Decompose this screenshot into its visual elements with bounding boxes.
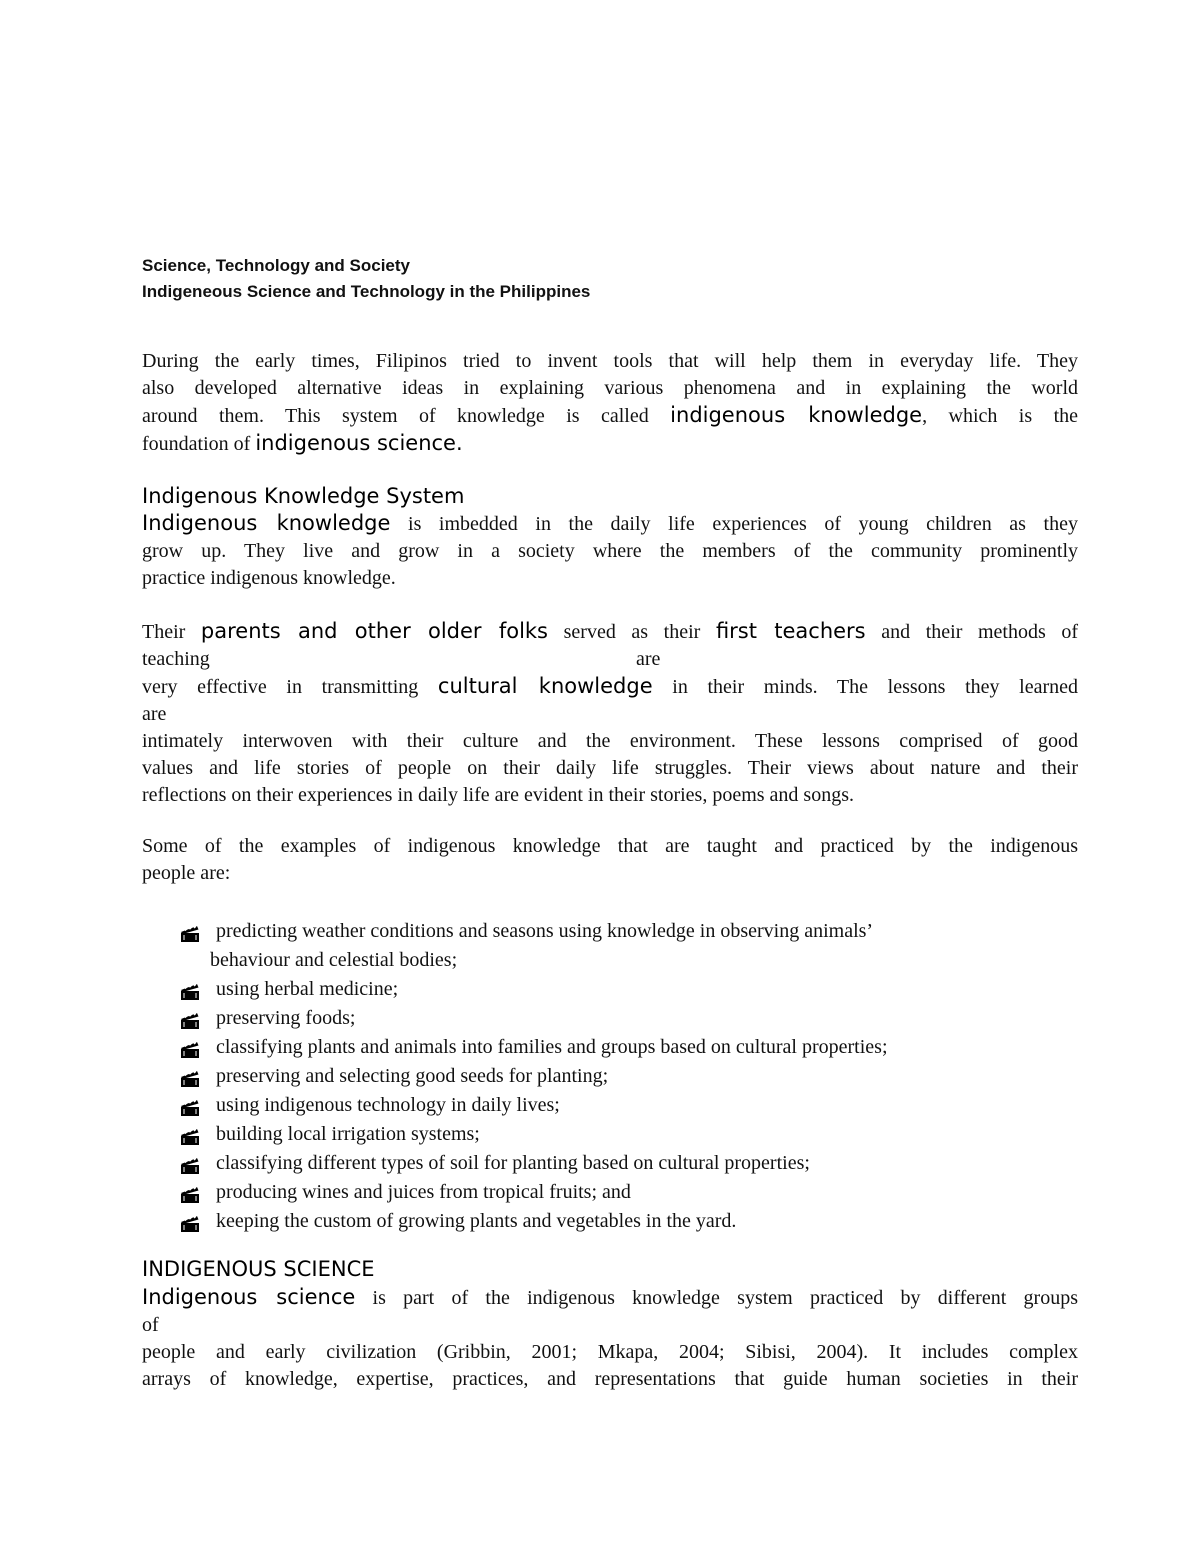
clapperboard-icon xyxy=(180,1097,200,1115)
iks-p1-line-1 xyxy=(142,510,1078,538)
iks-p3-line-1: Some of the examples of indigenous knowledge that are taught and practiced by the indigenous xyxy=(142,835,1078,857)
iks-paragraph-2 xyxy=(142,618,1078,809)
list-item xyxy=(180,1178,1080,1207)
iks-text: is imbedded in the daily life experiences of young children as they xyxy=(390,513,1078,535)
intro-line-2: also developed alternative ideas in explaining various phenomena and in explaining the world xyxy=(142,377,1078,399)
iks-p2-line-6: values and life stories of people on their daily life struggles. Their views about nature and their xyxy=(142,757,1078,779)
list-item xyxy=(180,917,1080,975)
iks-text: very effective in transmitting xyxy=(142,676,438,698)
emphasis-indigenous-science: Indigenous science xyxy=(142,1285,356,1309)
intro-text: , which is the xyxy=(922,405,1078,427)
iks-p2-line-5: intimately interwoven with their culture and the environment. These lessons comprised of good xyxy=(142,730,1078,752)
iks-p3-line-2: people are: xyxy=(142,862,231,884)
list-item-text: keeping the custom of growing plants and vegetables in the yard. xyxy=(216,1210,737,1232)
iks-p1-line-3: practice indigenous knowledge. xyxy=(142,567,396,589)
clapperboard-icon xyxy=(180,1010,200,1028)
clapperboard-icon xyxy=(180,981,200,999)
iks-p2-line-3 xyxy=(142,673,1078,701)
list-item-text: using herbal medicine; xyxy=(216,978,399,1000)
iks-text: and their methods of xyxy=(865,621,1078,643)
section-heading-is: INDIGENOUS SCIENCE xyxy=(142,1257,375,1281)
intro-line-3 xyxy=(142,402,1078,430)
iks-p2-line-2 xyxy=(142,646,1078,673)
intro-line-4 xyxy=(142,430,1078,458)
iks-text: served as their xyxy=(548,621,716,643)
list-item xyxy=(180,1149,1080,1178)
clapperboard-icon xyxy=(180,1126,200,1144)
document-header xyxy=(142,253,590,305)
iks-text: Their xyxy=(142,621,201,643)
section-heading-iks: Indigenous Knowledge System xyxy=(142,484,465,508)
list-item xyxy=(180,1091,1080,1120)
list-item xyxy=(180,1120,1080,1149)
list-item xyxy=(180,975,1080,1004)
list-item-text: building local irrigation systems; xyxy=(216,1123,480,1145)
clapperboard-icon xyxy=(180,1039,200,1057)
iks-text: are xyxy=(636,648,661,670)
iks-text: in their minds. The lessons they learned xyxy=(652,676,1079,698)
list-item-text: preserving and selecting good seeds for planting; xyxy=(216,1065,609,1087)
is-line-2: of xyxy=(142,1314,159,1336)
iks-p2-line-1 xyxy=(142,618,1078,646)
is-line-1 xyxy=(142,1284,1078,1312)
is-line-3: people and early civilization (Gribbin, 2001; Mkapa, 2004; Sibisi, 2004). It includes complex xyxy=(142,1341,1078,1363)
intro-line-1: During the early times, Filipinos tried to invent tools that will help them in everyday life. They xyxy=(142,350,1078,372)
iks-p2-line-4: are xyxy=(142,703,167,725)
emphasis-first-teachers: first teachers xyxy=(715,619,866,643)
emphasis-indigenous-science: indigenous science. xyxy=(255,431,463,455)
list-item-text: classifying plants and animals into families and groups based on cultural properties; xyxy=(216,1036,888,1058)
list-item-text: using indigenous technology in daily lives; xyxy=(216,1094,560,1116)
list-item xyxy=(180,1207,1080,1236)
list-item-text: classifying different types of soil for planting based on cultural properties; xyxy=(216,1152,810,1174)
list-item-text: producing wines and juices from tropical fruits; and xyxy=(216,1181,631,1203)
is-paragraph xyxy=(142,1284,1078,1393)
iks-p1-line-2: grow up. They live and grow in a society where the members of the community prominently xyxy=(142,540,1078,562)
clapperboard-icon xyxy=(180,1155,200,1173)
iks-paragraph-3 xyxy=(142,833,1078,887)
emphasis-indigenous-knowledge: Indigenous knowledge xyxy=(142,511,391,535)
clapperboard-icon xyxy=(180,1068,200,1086)
clapperboard-icon xyxy=(180,1213,200,1231)
emphasis-indigenous-knowledge: indigenous knowledge xyxy=(670,403,923,427)
clapperboard-icon xyxy=(180,1184,200,1202)
iks-paragraph-1 xyxy=(142,510,1078,592)
is-line-4: arrays of knowledge, expertise, practices, and representations that guide human societies in their xyxy=(142,1368,1078,1390)
iks-p2-line-7: reflections on their experiences in daily life are evident in their stories, poems and songs. xyxy=(142,784,855,806)
intro-paragraph xyxy=(142,348,1078,458)
emphasis-parents-older-folks: parents and other older folks xyxy=(200,619,549,643)
emphasis-cultural-knowledge: cultural knowledge xyxy=(437,674,653,698)
intro-text: around them. This system of knowledge is called xyxy=(142,405,671,427)
list-item xyxy=(180,1062,1080,1091)
list-item xyxy=(180,1004,1080,1033)
course-title: Science, Technology and Society xyxy=(142,256,410,275)
list-item-text: predicting weather conditions and seasons using knowledge in observing animals’ xyxy=(216,920,874,942)
list-item-text-continued: behaviour and celestial bodies; xyxy=(210,949,458,971)
clapperboard-icon xyxy=(180,923,200,941)
list-item xyxy=(180,1033,1080,1062)
topic-title: Indigeneous Science and Technology in the Philippines xyxy=(142,282,591,301)
list-item-text: preserving foods; xyxy=(216,1007,356,1029)
iks-text: teaching xyxy=(142,648,210,670)
intro-text: foundation of xyxy=(142,433,256,455)
examples-list xyxy=(180,917,1080,1236)
is-text: is part of the indigenous knowledge system practiced by different groups xyxy=(355,1287,1078,1309)
